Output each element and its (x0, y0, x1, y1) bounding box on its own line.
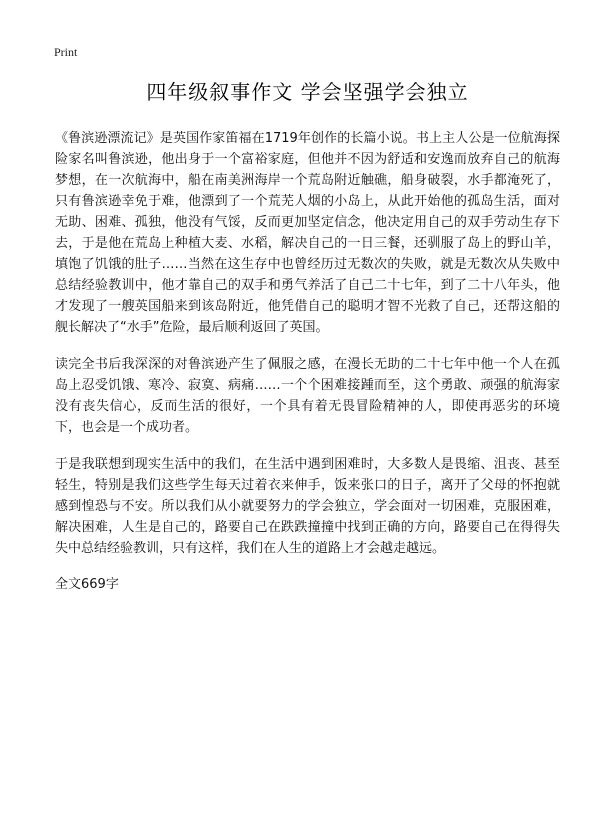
article-title: 四年级叙事作文 学会坚强学会独立 (146, 80, 469, 104)
paragraph-1: 《鲁滨逊漂流记》是英国作家笛福在1719年创作的长篇小说。书上主人公是一位航海探险家名叫鲁滨逊，他出身于一个富裕家庭，但他并不因为舒适和安逸而放弃自己的航海梦想，在一次航海中，船在南美洲海岸一个荒岛附近触礁，船身破裂，水手都淹死了，只有鲁滨逊幸免于难，他漂到了一个荒芜人烟的小岛上，从此开始他的孤岛生活，面对无助、困难、孤独，他没有气馁，反而更加坚定信念，他决定用自己的双手劳动生存下去，于是他在荒岛上种植大麦、水稻，解决自己的一日三餐，还驯服了岛上的野山羊，填饱了饥饿的肚子……当然在这生存中也曾经历过无数次的失败，就是无数次从失败中总结经验教训中，他才靠自己的双手和勇气养活了自己二十七年，到了二十八年头，他才发现了一艘英国船来到该岛附近，他凭借自己的聪明才智不光救了自己，还帮这船的舰长解决了“水手”危险，最后顺利返回了英国。 (55, 131, 560, 335)
word-count: 全文669字 (55, 577, 119, 592)
paragraph-2: 读完全书后我深深的对鲁滨逊产生了佩服之感，在漫长无助的二十七年中他一个人在孤岛上忍受饥饿、寒冷、寂寞、病痛……一个个困难接踵而至，这个勇敢、顽强的航海家没有丧失信心，反而生活的很好，一个具有着无畏冒险精神的人，即使再恶劣的环境下，也会是一个成功者。 (55, 357, 560, 435)
article-body (55, 128, 560, 559)
print-link[interactable]: Print (54, 45, 78, 59)
paragraph-3: 于是我联想到现实生活中的我们，在生活中遇到困难时，大多数人是畏缩、沮丧、甚至轻生，特别是我们这些学生每天过着衣来伸手，饭来张口的日子，离开了父母的怀抱就感到惶恐与不安。所以我们从小就要努力的学会独立，学会面对一切困难，克服困难，解决困难，人生是自己的，路要自己在跌跌撞撞中找到正确的方向，路要自己在得得失失中总结经验教训，只有这样，我们在人生的道路上才会越走越远。 (55, 457, 560, 556)
